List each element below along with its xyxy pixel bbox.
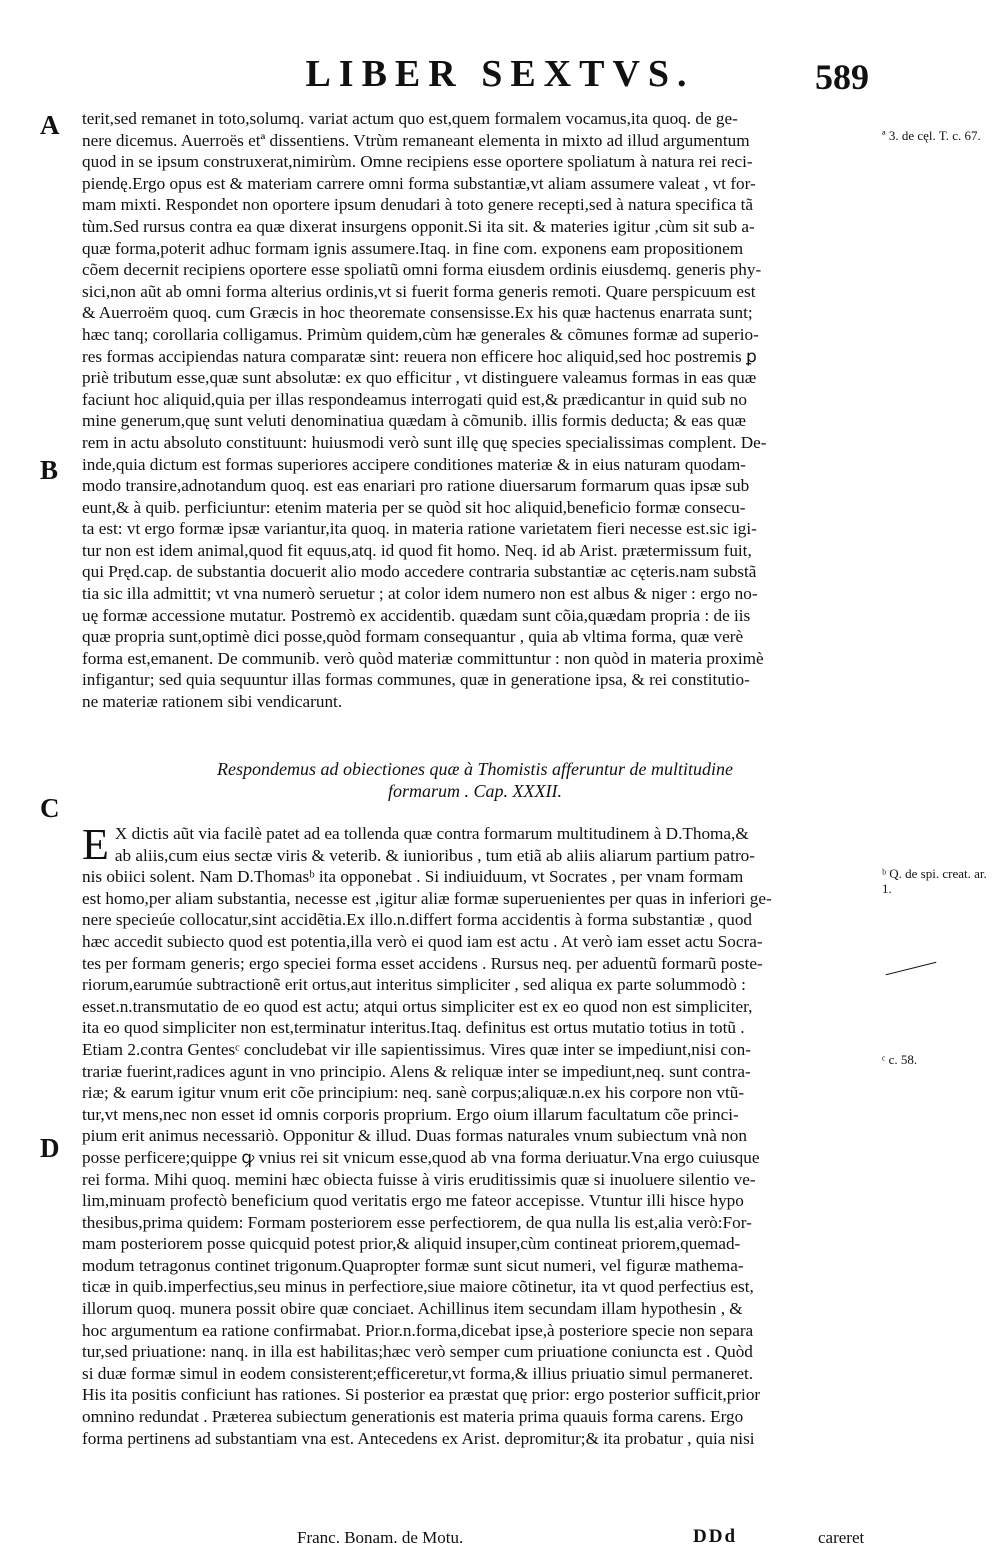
- paragraph-1-line: tia sic illa admittit; vt vna numerò seruetur ; at color idem numero non est albus & niger : ergo no-: [82, 584, 758, 604]
- paragraph-2-line: X dictis aũt via facilè patet ad ea tollenda quæ contra formarum multitudinem à D.Thoma,&: [114, 824, 749, 843]
- paragraph-2: [82, 820, 872, 1449]
- page-number: 589: [815, 57, 869, 97]
- paragraph-2-line: est homo,per aliam substantia, necesse est ,igitur aliæ formæ superuenientes per quas in inferiori ge-: [82, 888, 772, 908]
- paragraph-1-line: quæ forma,poterit adhuc formam ignis assumere.Itaq. in fine com. exponens eam propositionem: [82, 238, 744, 258]
- section-letter-c: C: [40, 793, 60, 823]
- paragraph-1-line: sici,non aũt ab omni forma alterius ordinis,vt si fuerit forma generis remoti. Quare perspicuum est: [82, 281, 756, 301]
- paragraph-1-line: mine generum,quę sunt veluti denominatiua quædam à cõmunib. illis formis deducta; & eas quæ: [82, 411, 746, 431]
- paragraph-1-line: tùm.Sed rursus contra ea quæ dixerat insurgens opponit.Si ita sit. & materies igitur ,cùm sit sub a-: [82, 216, 755, 236]
- paragraph-1-line: res formas accipiendas natura comparatæ sint: reuera non efficere hoc aliquid,sed hoc postremis ꝑ: [82, 346, 757, 366]
- paragraph-1-line: eunt,& à quib. perficiuntur: etenim materia per se quòd sit hoc aliquid,beneficio formæ consecu-: [82, 497, 746, 517]
- signature-mark: DDd: [693, 1526, 738, 1547]
- chapter-title-line-1: Respondemus ad obiectiones quæ à Thomistis afferuntur de multitudine: [217, 759, 733, 779]
- paragraph-2-line: hæc accedit subiecto quod est potentia,illa verò ei quod iam est actu . At verò iam esset actu Socra-: [82, 931, 763, 951]
- paragraph-2-line: ab aliis,cum eius sectæ viris & veterib. & iunioribus , tum etiã ab aliis aliarum partium patro-: [114, 845, 755, 865]
- paragraph-2-line: lim,minuam profectò beneficium quod veritatis ergo me fateor accepisse. Vtuntur illi hisce hypo: [82, 1191, 744, 1211]
- paragraph-2-line: modum tetragonus continet trigonum.Quapropter formæ sunt sicut numeri, vel figuræ mathema-: [82, 1255, 744, 1275]
- paragraph-1-line: mam mixti. Respondet non oportere ipsum denudari à toto genere recepti,sed à natura specifica tã: [82, 195, 754, 215]
- page-header: [0, 52, 1000, 102]
- section-letter-a: A: [40, 110, 60, 140]
- paragraph-1-line: cõem decernit recipiens oportere esse spoliatũ omni forma eiusdem ordinis eiusdemq. generis phy-: [82, 260, 762, 280]
- paragraph-1-line: hæc tanq; corollaria colligamus. Primùm quidem,cùm hæ generales & cõmunes formæ ad superio-: [82, 324, 759, 344]
- paragraph-2-text: [82, 820, 872, 1449]
- paragraph-2-line: forma pertinens ad substantiam vna est. Antecedens ex Arist. depromitur;& ita probatur , quia nisi: [82, 1428, 755, 1448]
- paragraph-2-line: hoc argumentum ea ratione confirmabat. Prior.n.forma,dicebat ipse,à posteriore specie non separa: [82, 1320, 754, 1340]
- paragraph-2-line: Etiam 2.contra Gentesᶜ concludebat vir ille sapientissimus. Vires quæ inter se impediunt,nisi con-: [82, 1039, 751, 1059]
- paragraph-2-line: omnino redundat . Præterea subiectum generationis est materia prima quauis forma carens. Ergo: [82, 1407, 744, 1427]
- paragraph-2-line: si duæ formæ simul in eodem consisterent;efficeretur,vt forma,& illius priuatio simul permaneret.: [82, 1363, 754, 1383]
- paragraph-2-line: pium erit animus necessariò. Opponitur & illud. Duas formas naturales vnum subiectum vnà non: [82, 1126, 747, 1146]
- paragraph-2-line: esset.n.transmutatio de eo quod est actu; atqui ortus simpliciter est ex eo quod non est simpliciter,: [82, 996, 753, 1016]
- paragraph-2-line: riorum,earumúe subtractionẽ erit ortus,aut interitus simpliciter , sed aliqua ex parte solummodò :: [82, 975, 746, 995]
- paragraph-1-line: nere dicemus. Auerroës etª dissentiens. Vtrùm remaneant elementa in mixto ad illud argumentum: [82, 130, 750, 150]
- running-head: LIBER SEXTVS.: [305, 53, 695, 95]
- chapter-title-line-2: formarum . Cap. XXXII.: [388, 781, 562, 801]
- paragraph-1-line: faciunt hoc aliquid,quia per illas respondeamus interrogati quid est,& prædicantur in quid sub no: [82, 389, 747, 409]
- paragraph-2-line: rei forma. Mihi quoq. memini hæc obiecta fuisse à viris eruditissimis quæ si inuoluere silentio ve-: [82, 1169, 756, 1189]
- paragraph-1-line: priè tributum esse,quæ sunt absolutæ: ex quo efficitur , vt distinguere valeamus formas in eas quæ: [82, 368, 757, 388]
- paragraph-2-line: riæ; & earum igitur vnum erit cõe principium: neq. sanè corpus;aliquæ.n.ex his corpore non vtũ-: [82, 1083, 745, 1103]
- paragraph-1-line: terit,sed remanet in toto,solumq. variat actum quo est,quem formalem vocamus,ita quoq. de ge-: [82, 109, 738, 128]
- footer-author: Franc. Bonam. de Motu.: [297, 1528, 464, 1547]
- paragraph-1-line: piendę.Ergo opus est & materiam carrere omni forma substantiæ,vt aliam assumere valeat , vt for-: [82, 173, 756, 193]
- paragraph-2-line: tes per formam generis; ergo speciei forma esset accidens . Rursus neq. per aduentũ formarũ poste-: [82, 953, 763, 973]
- paragraph-2-line: mam posteriorem posse quicquid potest prior,& aliquid insuper,cùm contineat priorem,quemad-: [82, 1234, 741, 1254]
- catchword: careret: [818, 1528, 865, 1547]
- paragraph-1-line: modo transire,adnotandum quoq. est eas enariari pro ratione diuersarum formarum quas ipsæ sub: [82, 476, 750, 496]
- paragraph-1: [82, 108, 872, 713]
- drop-cap: E: [82, 820, 109, 869]
- paragraph-2-line: ita eo quod simpliciter non est,terminatur interitus.Itaq. definitus est ortus mutatio totius in totũ .: [82, 1018, 745, 1038]
- paragraph-2-line: posse perficere;quippe ꝙ vnius rei sit vnicum esse,quod ab vna forma deriuatur.Vna ergo cuiusque: [82, 1147, 760, 1167]
- paragraph-1-line: ta est: vt ergo formæ ipsæ variantur,ita quoq. in materia ratione varietatem fieri necesse est.sic igi-: [82, 519, 757, 539]
- paragraph-2-line: illorum quoq. munera possit obire quæ conciaet. Achillinus item secundam illam hypothesin , &: [82, 1299, 743, 1319]
- paragraph-1-line: infigantur; sed quia sequuntur illas formas communes, quæ in generatione ipsa, & rei constitutio-: [82, 670, 750, 690]
- paragraph-2-line: tur,sed priuatione: nanq. in illa est habilitas;hæc verò semper cum priuatione coniuncta est . Quòd: [82, 1342, 753, 1362]
- paragraph-1-line: rem in actu absoluto constituunt: huiusmodi verò sunt illę quę species specialissimas complent. De-: [82, 432, 767, 452]
- paragraph-2-line: nere specieúe collocatur,sint accidẽtia.Ex illo.n.differt forma accidentis à forma substantiæ , quod: [82, 910, 753, 930]
- paragraph-2-line: nis obiici solent. Nam D.Thomasᵇ ita opponebat . Si indiuiduum, vt Socrates , per vnam formam: [82, 867, 744, 887]
- paragraph-1-line: tur non est idem animal,quod fit equus,atq. id quod fit homo. Neq. id ab Arist. prætermissum fuit,: [82, 540, 752, 560]
- paragraph-1-line: ne materiæ rationem sibi vendicarunt.: [82, 692, 343, 712]
- paragraph-1-line: quod in se ipsum construxerat,nimirùm. Omne recipiens esse oportere spoliatum à natura rei reci-: [82, 152, 753, 172]
- paragraph-1-text: [82, 108, 872, 713]
- section-letter-d: D: [40, 1133, 60, 1163]
- paragraph-2-line: thesibus,prima quidem: Formam posteriorem esse perfectiorem, de qua nulla lis est,alia verò:For-: [82, 1212, 752, 1232]
- margin-note-b: ᵇ Q. de spi. creat. ar. 1.: [882, 866, 987, 896]
- paragraph-1-line: & Auerroëm quoq. cum Græcis in hoc theoremate consensisse.Ex his quæ hactenus enarrata sunt;: [82, 303, 753, 323]
- paragraph-1-line: inde,quia dictum est formas superiores accipere conditiones materiæ & in eius naturam quodam-: [82, 454, 746, 474]
- margin-note-c: ᶜ c. 58.: [882, 1052, 918, 1067]
- margin-note-a: ª 3. de cęl. T. c. 67.: [882, 128, 981, 143]
- paragraph-1-line: forma est,emanent. De communib. verò quòd materiæ committuntur : non quòd in materia proximè: [82, 648, 764, 668]
- paragraph-1-line: qui Pręd.cap. de substantia docuerit alio modo accedere contraria substantiæ ac cęteris.nam substã: [82, 562, 757, 582]
- page-footer: [0, 1528, 1000, 1558]
- paragraph-2-line: tur,vt mens,nec non esset id omnis corporis proprium. Ergo oium illarum facultatum cõe princi-: [82, 1104, 739, 1124]
- margin-rule: [886, 962, 937, 976]
- paragraph-1-line: quæ propria sunt,optimè dici posse,quòd formam consequantur , quia ab vltima forma, quæ verè: [82, 627, 744, 647]
- paragraph-2-line: trariæ fuerint,radices agunt in vno principio. Alens & reliquæ inter se impediunt,neq. sunt contra-: [82, 1061, 751, 1081]
- paragraph-2-line: His ita positis conficiunt has rationes. Si posterior ea præstat quę prior: ergo posterior sufficit,prior: [82, 1385, 761, 1405]
- paragraph-1-line: uę formæ accessione mutatur. Postremò ex accidentib. quædam sunt cõia,quædam propria : de iis: [82, 605, 751, 625]
- paragraph-2-line: ticæ in quib.imperfectius,seu minus in perfectiore,siue maiore cõtinetur, ita vt quod perfectius est,: [82, 1277, 754, 1297]
- section-letter-b: B: [40, 455, 59, 485]
- chapter-title: [150, 758, 800, 802]
